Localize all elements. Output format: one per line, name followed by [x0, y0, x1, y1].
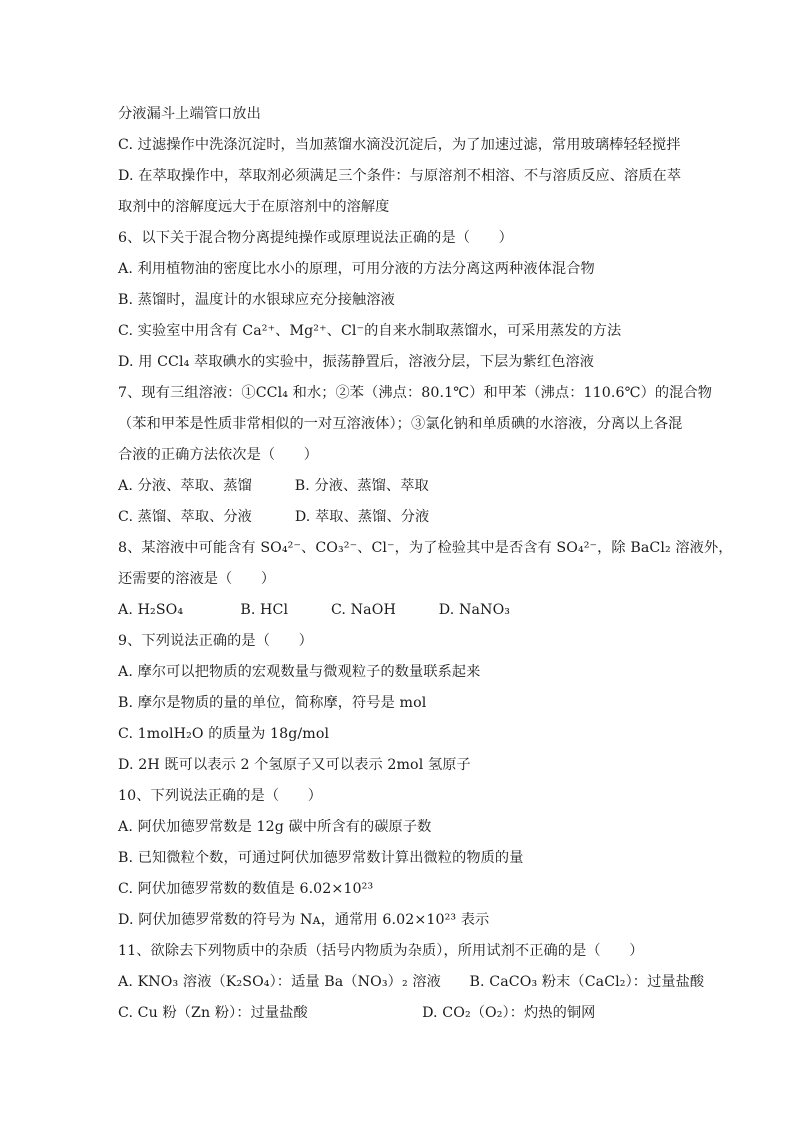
- q11-options-cd: C. Cu 粉（Zn 粉）：过量盐酸 D. CO₂（O₂）：灼热的铜网: [118, 1005, 596, 1021]
- question-7-cont: （苯和甲苯是性质非常相似的一对互溶液体）；③氯化钠和单质碘的水溶液，分离以上各混: [118, 416, 683, 432]
- q6-option-d: D. 用 CCl₄ 萃取碘水的实验中，振荡静置后，溶液分层，下层为紫红色溶液: [118, 354, 595, 370]
- q6-option-b: B. 蒸馏时，温度计的水银球应充分接触溶液: [118, 292, 395, 308]
- q6-option-c: C. 实验室中用含有 Ca²⁺、Mg²⁺、Cl⁻的自来水制取蒸馏水，可采用蒸发的方法: [118, 323, 622, 339]
- q7-options-cd: C. 蒸馏、萃取、分液 D. 萃取、蒸馏、分液: [118, 509, 430, 525]
- question-11: 11、欲除去下列物质中的杂质（括号内物质为杂质），所用试剂不正确的是（ ）: [118, 943, 644, 959]
- q9-option-b: B. 摩尔是物质的量的单位，简称摩，符号是 mol: [118, 695, 427, 711]
- q8-options: A. H₂SO₄ B. HCl C. NaOH D. NaNO₃: [118, 602, 511, 618]
- q9-option-a: A. 摩尔可以把物质的宏观数量与微观粒子的数量联系起来: [118, 664, 481, 680]
- question-9: 9、下列说法正确的是（ ）: [118, 633, 313, 649]
- question-7: 7、现有三组溶液：①CCl₄ 和水；②苯（沸点：80.1℃）和甲苯（沸点：110.6℃）的混合物: [118, 385, 713, 401]
- q10-option-c: C. 阿伏加德罗常数的数值是 6.02×10²³: [118, 881, 374, 897]
- q7-options-ab: A. 分液、萃取、蒸馏 B. 分液、蒸馏、萃取: [118, 478, 429, 494]
- question-10: 10、下列说法正确的是（ ）: [118, 788, 322, 804]
- text-line: 取剂中的溶解度远大于在原溶剂中的溶解度: [118, 199, 390, 215]
- q6-option-a: A. 利用植物油的密度比水小的原理，可用分液的方法分离这两种液体混合物: [118, 261, 595, 277]
- option-c-line: C. 过滤操作中洗涤沉淀时，当加蒸馏水滴没沉淀后，为了加速过滤，常用玻璃棒轻轻搅拌: [118, 137, 681, 153]
- q11-options-ab: A. KNO₃ 溶液（K₂SO₄）：适量 Ba（NO₃）₂ 溶液 B. CaCO₃ 粉末（CaCl₂）：过量盐酸: [118, 974, 705, 990]
- q9-option-d: D. 2H 既可以表示 2 个氢原子又可以表示 2mol 氢原子: [118, 757, 471, 773]
- question-8-cont: 还需要的溶液是（ ）: [118, 571, 276, 587]
- q10-option-b: B. 已知微粒个数，可通过阿伏加德罗常数计算出微粒的物质的量: [118, 850, 524, 866]
- q10-option-d: D. 阿伏加德罗常数的符号为 Nᴀ，通常用 6.02×10²³ 表示: [118, 912, 490, 928]
- question-6: 6、以下关于混合物分离提纯操作或原理说法正确的是（ ）: [118, 230, 513, 246]
- question-8: 8、某溶液中可能含有 SO₄²⁻、CO₃²⁻、Cl⁻，为了检验其中是否含有 SO₄²⁻，除 BaCl₂ 溶液外，: [118, 540, 733, 556]
- q10-option-a: A. 阿伏加德罗常数是 12g 碳中所含有的碳原子数: [118, 819, 432, 835]
- question-7-cont: 合液的正确方法依次是（ ）: [118, 447, 319, 463]
- q9-option-c: C. 1molH₂O 的质量为 18g/mol: [118, 726, 330, 742]
- text-line: 分液漏斗上端管口放出: [118, 106, 261, 122]
- option-d-line: D. 在萃取操作中，萃取剂必须满足三个条件：与原溶剂不相溶、不与溶质反应、溶质在萃: [118, 168, 682, 184]
